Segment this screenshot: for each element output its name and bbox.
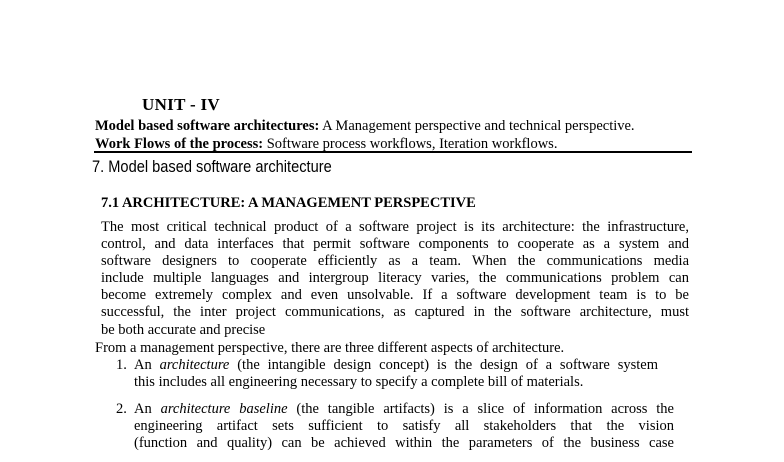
list-item-rest: (the intangible design concept) is the design of a software system [229, 357, 658, 373]
intro-line: control, and data interfaces that permit software components to cooperate as a system and [101, 236, 689, 253]
list-item-line: this includes all engineering necessary to specify a complete bill of materials. [134, 374, 584, 391]
list-item-term: architecture baseline [160, 401, 288, 418]
list-item-pre: An [134, 357, 160, 373]
intro-line: be both accurate and precise [101, 321, 266, 338]
unit-title: UNIT - IV [142, 95, 220, 114]
list-item-line: (function and quality) can be achieved within the parameters of the business case [134, 435, 674, 452]
list-item [116, 357, 688, 391]
syllabus-label-1: Model based software architectures: [95, 118, 320, 134]
header-divider [94, 151, 692, 153]
list-item-term: architecture [159, 357, 230, 373]
list-item-number: 2. [116, 401, 127, 418]
syllabus-text-1: A Management perspective and technical perspective. [319, 118, 635, 134]
list-item-body [134, 401, 674, 452]
section-title: 7. Model based software architecture [92, 157, 332, 176]
list-item-line [134, 357, 658, 374]
syllabus-text-2: Software process workflows, Iteration workflows. [263, 136, 558, 152]
aspects-list [116, 357, 688, 462]
list-item-rest: (the tangible artifacts) is a slice of information across the [287, 401, 674, 418]
intro-line: successful, the inter project communications, as captured in the software architecture, must [101, 304, 689, 321]
list-item-body [134, 357, 658, 391]
syllabus-line-1 [95, 118, 635, 135]
intro-line: include multiple languages and intergroup literacy varies, the communications problem can [101, 270, 689, 287]
syllabus-label-2: Work Flows of the process: [95, 136, 264, 152]
list-item-line [134, 401, 674, 418]
subsection-title: 7.1 ARCHITECTURE: A MANAGEMENT PERSPECTIVE [101, 195, 476, 211]
list-item-line: engineering artifact sets sufficient to satisfy all stakeholders that the vision [134, 418, 674, 435]
intro-line: The most critical technical product of a software project is its architecture: the infrastructure, [101, 219, 689, 235]
list-item-number: 1. [116, 357, 127, 373]
intro-line: software designers to cooperate efficiently as a team. When the communications media [101, 253, 689, 270]
list-item-pre: An [134, 401, 161, 418]
intro-line: become extremely complex and even unsolvable. If a software development team is to be [101, 287, 689, 304]
aspects-intro: From a management perspective, there are three different aspects of architecture. [95, 340, 565, 356]
list-item [116, 401, 688, 452]
intro-paragraph [101, 219, 689, 339]
